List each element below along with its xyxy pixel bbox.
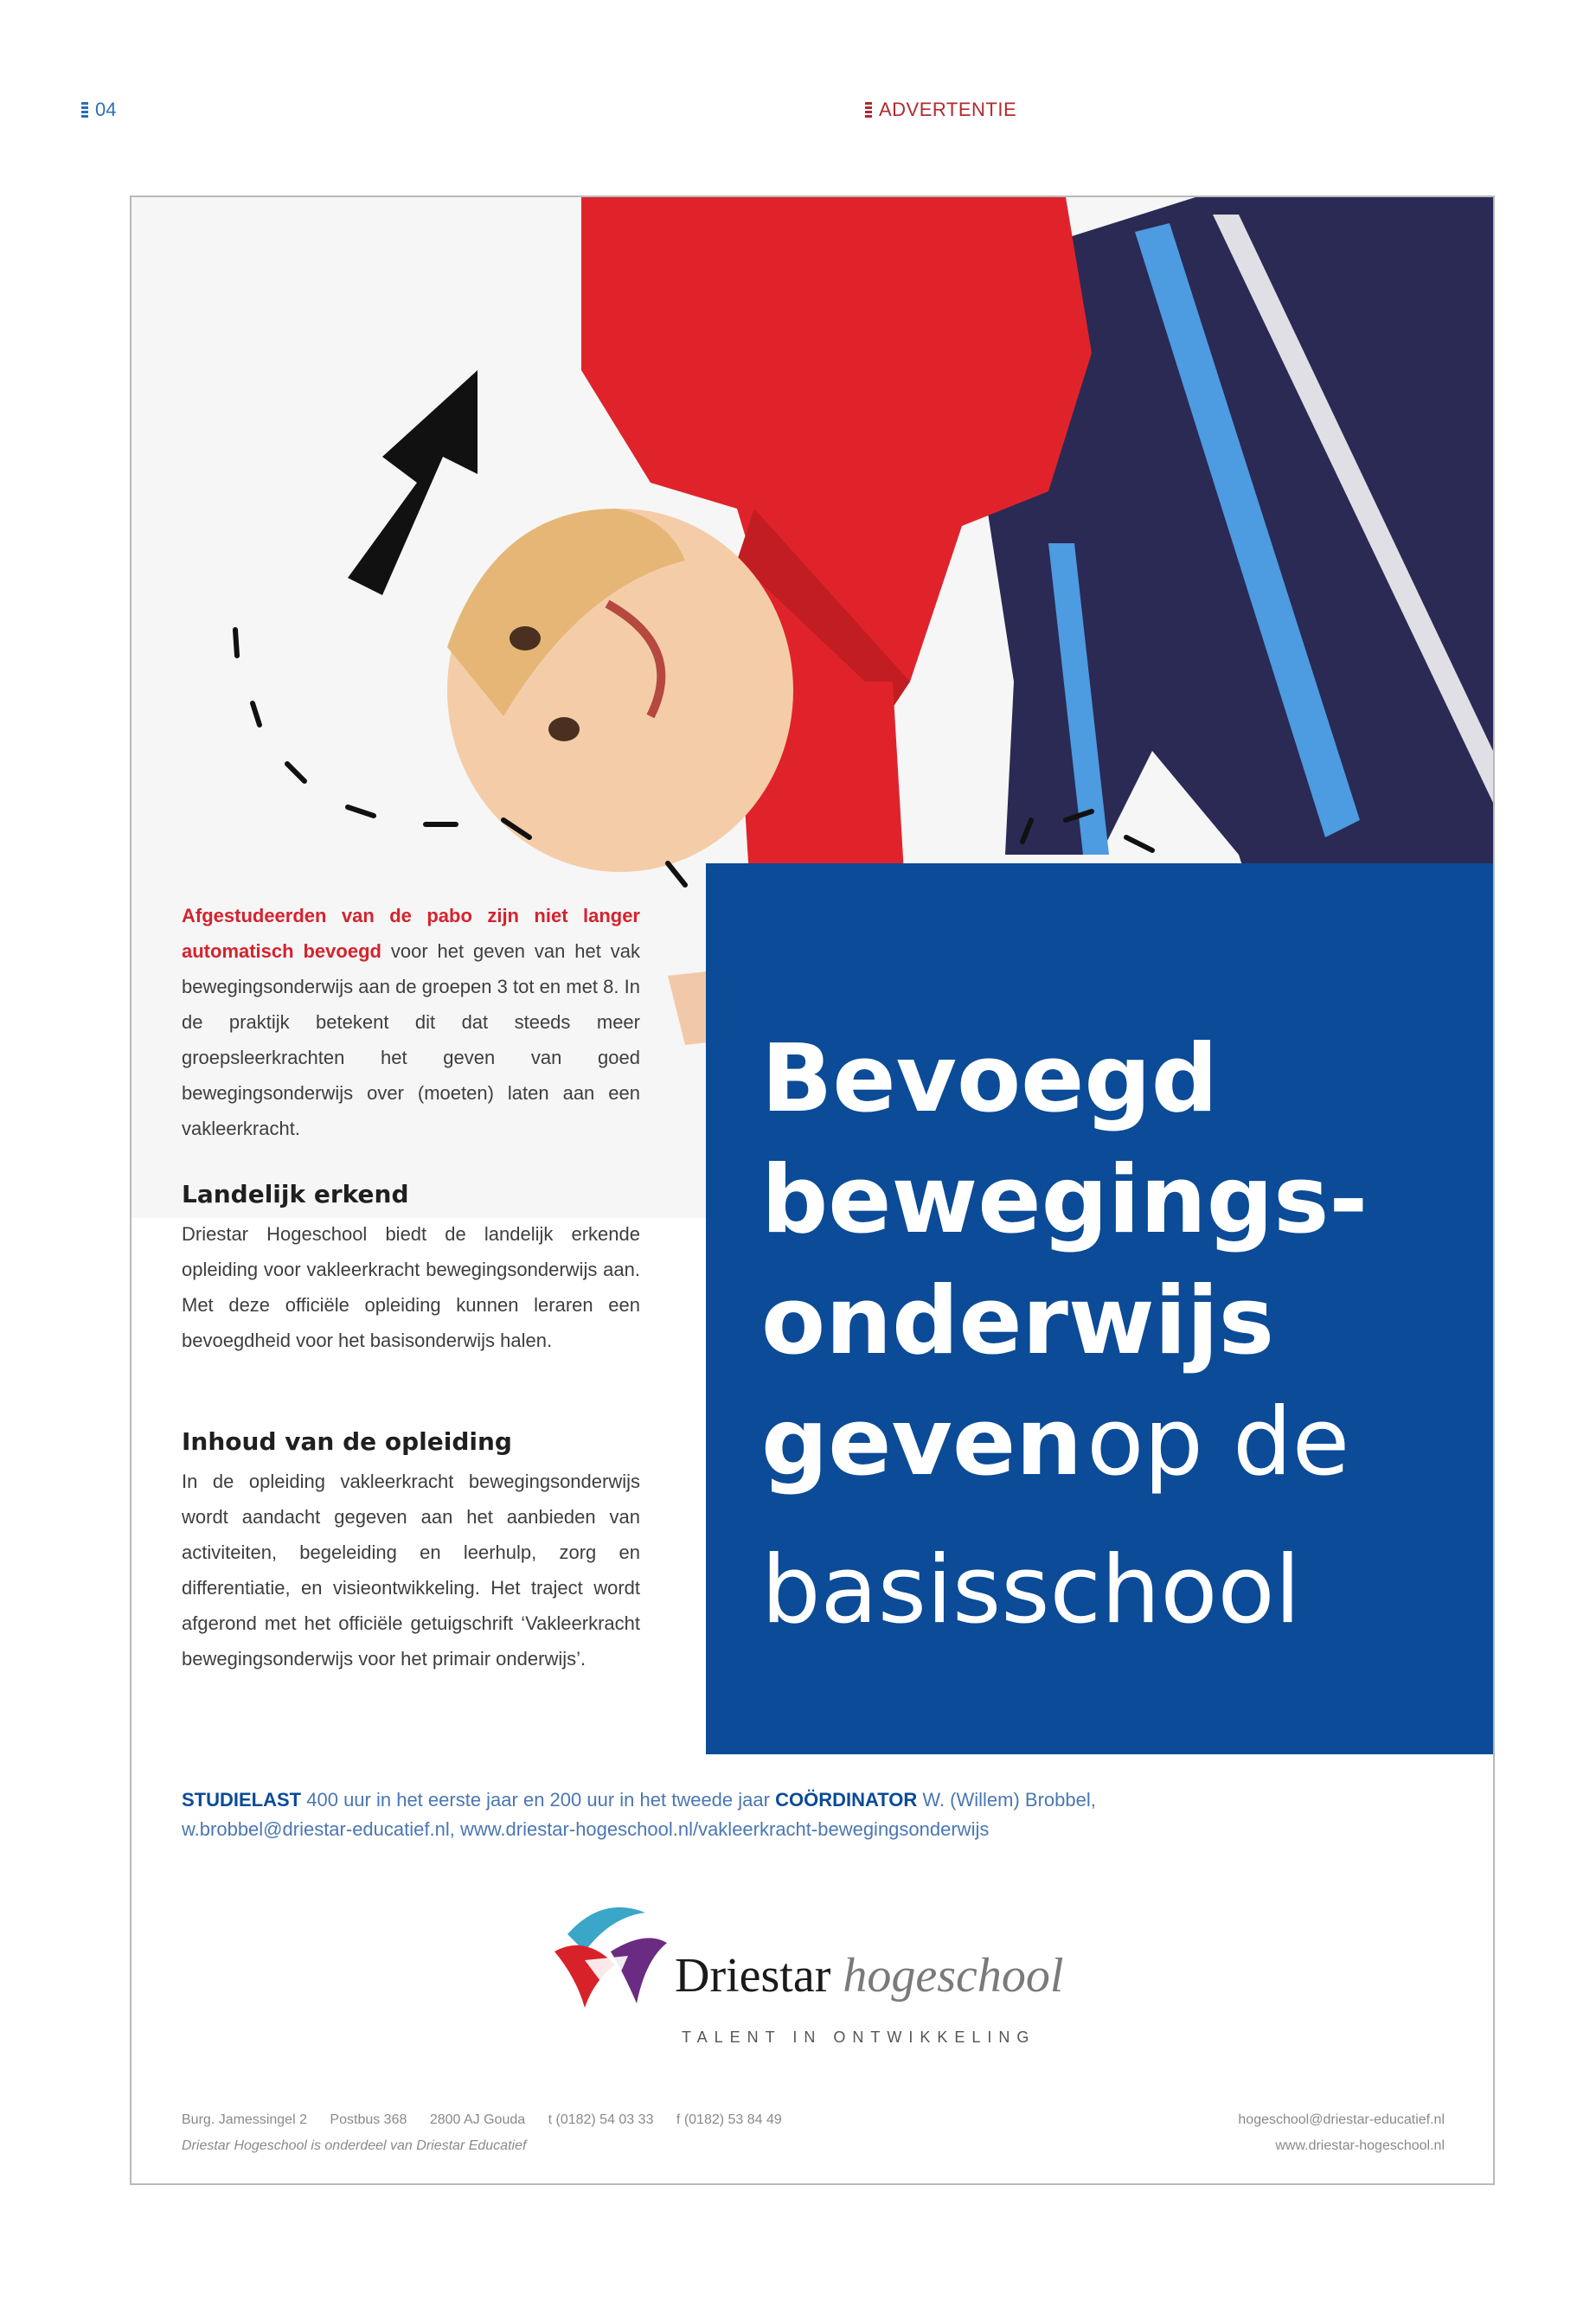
postbus: Postbus 368 (330, 2112, 407, 2127)
intro-paragraph (182, 898, 640, 1146)
headline-line-1: Bevoegd (761, 1025, 1219, 1133)
street: Burg. Jamessingel 2 (182, 2112, 307, 2127)
driestar-logo-icon (550, 1900, 671, 2012)
intro-text: voor het geven van het vak bewegingsonderwijs aan de groepen 3 tot en met 8. In de praktijk betekent dit dat steeds meer groepsleerkrachten het geven van goed bewegingsonderwijs over (moeten) laten aan een vakleerkracht. (182, 940, 640, 1139)
hand-drawn-arrow-icon (348, 370, 478, 595)
page-number (81, 99, 116, 121)
page-number-text: 04 (95, 99, 117, 120)
logo-wordmark (675, 1948, 1063, 2003)
headline (761, 1019, 1488, 1651)
footer-website[interactable]: www.driestar-hogeschool.nl (1275, 2138, 1445, 2153)
page-bars-icon (81, 102, 88, 118)
section-text-inhoud: In de opleiding vakleerkracht bewegingsonderwijs wordt aandacht gegeven aan het aanbieden van activiteiten, begeleiding en leerhulp, zorg en differentiatie, en visieontwikkeling. Het traject wordt afgerond met het officiële getuigschrift ‘Vakleerkracht bewegingsonderwijs voor het primair onderwijs’. (182, 1471, 640, 1670)
address-line (182, 2107, 801, 2133)
studielast-text: 400 uur in het eerste jaar en 200 uur in het tweede jaar (306, 1789, 770, 1811)
advertisement (130, 195, 1495, 2185)
studielast-label: STUDIELAST (182, 1789, 302, 1811)
section-heading-landelijk: Landelijk erkend (182, 1180, 409, 1208)
study-info (182, 1785, 1393, 1844)
section-label-text: ADVERTENTIE (879, 99, 1017, 120)
logo-name-sub: hogeschool (843, 1949, 1064, 2003)
footer-email[interactable]: hogeschool@driestar-educatief.nl (1238, 2112, 1445, 2127)
coordinator-text: W. (Willem) Brobbel, (922, 1789, 1096, 1811)
city: 2800 AJ Gouda (429, 2112, 526, 2127)
contact-links[interactable]: w.brobbel@driestar-educatief.nl, www.driestar-hogeschool.nl/vakleerkracht-bewegingsonderwijs (182, 1818, 990, 1840)
phone: t (0182) 54 03 33 (548, 2112, 654, 2127)
logo-name-main: Driestar (675, 1949, 831, 2003)
section-label (865, 99, 1016, 121)
headline-line-4-bold: geven (761, 1388, 1083, 1497)
headline-line-3: onderwijs (761, 1267, 1274, 1375)
footer-note: Driestar Hogeschool is onderdeel van Driestar Educatief (182, 2138, 527, 2153)
intro-highlight: Afgestudeerden van de pabo zijn niet langer automatisch bevoegd (182, 905, 640, 962)
headline-line-5: basisschool (761, 1536, 1301, 1644)
coordinator-label: COÖRDINATOR (775, 1789, 918, 1811)
headline-line-2: bewegings- (761, 1146, 1368, 1254)
page-bars-icon (865, 102, 872, 118)
section-text-landelijk: Driestar Hogeschool biedt de landelijk erkende opleiding voor vakleerkracht bewegingsonderwijs aan. Met deze officiële opleiding kunnen leraren een bevoegdheid voor het basisonderwijs halen. (182, 1223, 640, 1351)
footer-contact (1238, 2107, 1445, 2159)
fax: f (0182) 53 84 49 (676, 2112, 782, 2127)
footer-address (182, 2107, 801, 2159)
headline-line-4-light: op de (1086, 1388, 1350, 1497)
logo-tagline: TALENT IN ONTWIKKELING (682, 2029, 1036, 2046)
section-heading-inhoud: Inhoud van de opleiding (182, 1427, 512, 1456)
headline-line-4 (761, 1382, 1488, 1530)
